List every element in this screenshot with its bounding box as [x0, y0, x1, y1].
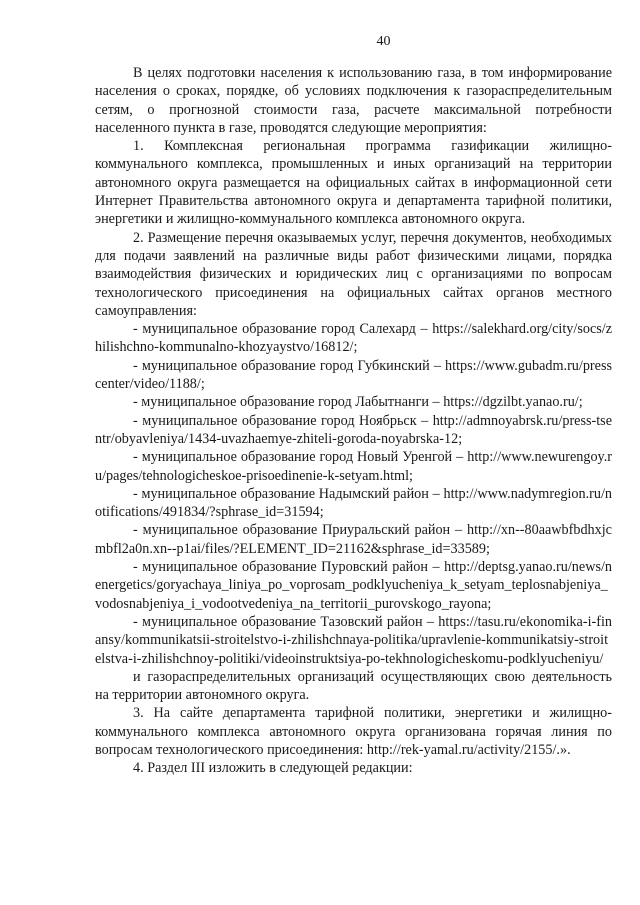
page-number: 40 — [376, 34, 391, 49]
municipality-label: - муниципальное образование Надымский район – — [133, 485, 440, 502]
list-item — [95, 357, 612, 394]
list-item — [95, 448, 612, 485]
municipality-link[interactable]: http://admnoyabrsk.ru/press-tsentr/obyavleniya/1434-uvazhaemye-zhiteli-goroda-noyabrska-12; — [95, 412, 612, 447]
list-item — [95, 412, 612, 449]
municipality-label: - муниципальное образование город Губкинский – — [133, 357, 441, 374]
municipality-label: - муниципальное образование город Ноябрьск – — [133, 412, 429, 429]
point-2-paragraph: 2. Размещение перечня оказываемых услуг, перечня документов, необходимых для подачи заявлений на различные виды работ физическими лицами, порядка взаимодействия физических и юридических лиц с организациями по вопросам технологического присоединения на официальных сайтах органов местного самоуправления: — [95, 229, 612, 319]
municipality-link[interactable]: http://www.newurengoy.ru/pages/tehnologicheskoe-prisoedinenie-k-setyam.html; — [95, 449, 612, 484]
point-4-paragraph: 4. Раздел III изложить в следующей редакции: — [133, 760, 413, 777]
intro-paragraph: В целях подготовки населения к использованию газа, в том информирование населения о сроках, порядке, об условиях подключения к газораспределительным сетям, о прогнозной стоимости газа, расчете максимальной потребности населенного пункта в газе, проводятся следующие мероприятия: — [95, 65, 612, 136]
municipality-label: - муниципальное образование город Новый Уренгой – — [133, 449, 464, 466]
municipality-label: - муниципальное образование Пуровский район – — [133, 559, 440, 576]
list-item — [95, 558, 612, 613]
list-item — [95, 613, 612, 668]
municipality-link[interactable]: https://www.gubadm.ru/presscenter/video/1188/; — [95, 357, 612, 393]
organizations-paragraph: и газораспределительных организаций осуществляющих свою деятельность на территории автономного округа. — [95, 668, 612, 704]
list-item — [95, 485, 612, 522]
point-3-paragraph: 3. На сайте департамента тарифной политики, энергетики и жилищно-коммунального комплекса автономного округа организована горячая линия по вопросам технологического присоединения: http://rek-yamal.ru/activity/2155/.». — [95, 705, 612, 758]
list-item — [95, 521, 612, 558]
municipality-link[interactable]: http://deptsg.yanao.ru/news/nenergetics/goryachaya_liniya_po_voprosam_podklyucheniya_k_setyam_teplosnabjeniya_vodosnabjeniya_i_vodootvedeniya_na_territorii_purovskogo_rayona; — [95, 559, 613, 612]
municipality-label: - муниципальное образование город Лабытнанги – https://dgzilbt.yanao.ru/; — [133, 394, 583, 411]
municipality-label: - муниципальное образование Тазовский район – https://tasu.ru/ekonomika-i-finansy/kommunikatsii-stroitelstvo-i-zhilishchnaya-politika/upravlenie-kommunikatsiy-stroitelstva-i-zhilishchnoy-politiki/videoinstruktsiya-po-tekhnologicheskomu-podklyucheniyu/ — [95, 613, 612, 667]
municipality-link[interactable]: https://salekhard.org/city/socs/zhilishchno-kommunalno-khozyaystvo/16812/; — [95, 321, 612, 356]
municipality-label: - муниципальное образование город Салехард – — [133, 321, 428, 338]
municipality-label: - муниципальное образование Приуральский район – http://xn--80aawbfbdhxjcmbfl2a0n.xn--p1ai/files/?ELEMENT_ID=21162&sphrase_id=33589; — [95, 522, 612, 557]
list-item — [95, 320, 612, 357]
list-item — [95, 393, 612, 411]
point-1-paragraph: 1. Комплексная региональная программа газификации жилищно-коммунального комплекса, промышленных и иных организаций на территории автономного округа размещается на официальных сайтах в информационной сети Интернет Правительства автономного округа и департамента тарифной политики, энергетики и жилищно-коммунального комплекса автономного округа. — [95, 138, 612, 228]
municipality-list — [95, 320, 612, 668]
municipality-link[interactable]: http://www.nadymregion.ru/notifications/491834/?sphrase_id=31594; — [95, 485, 612, 521]
